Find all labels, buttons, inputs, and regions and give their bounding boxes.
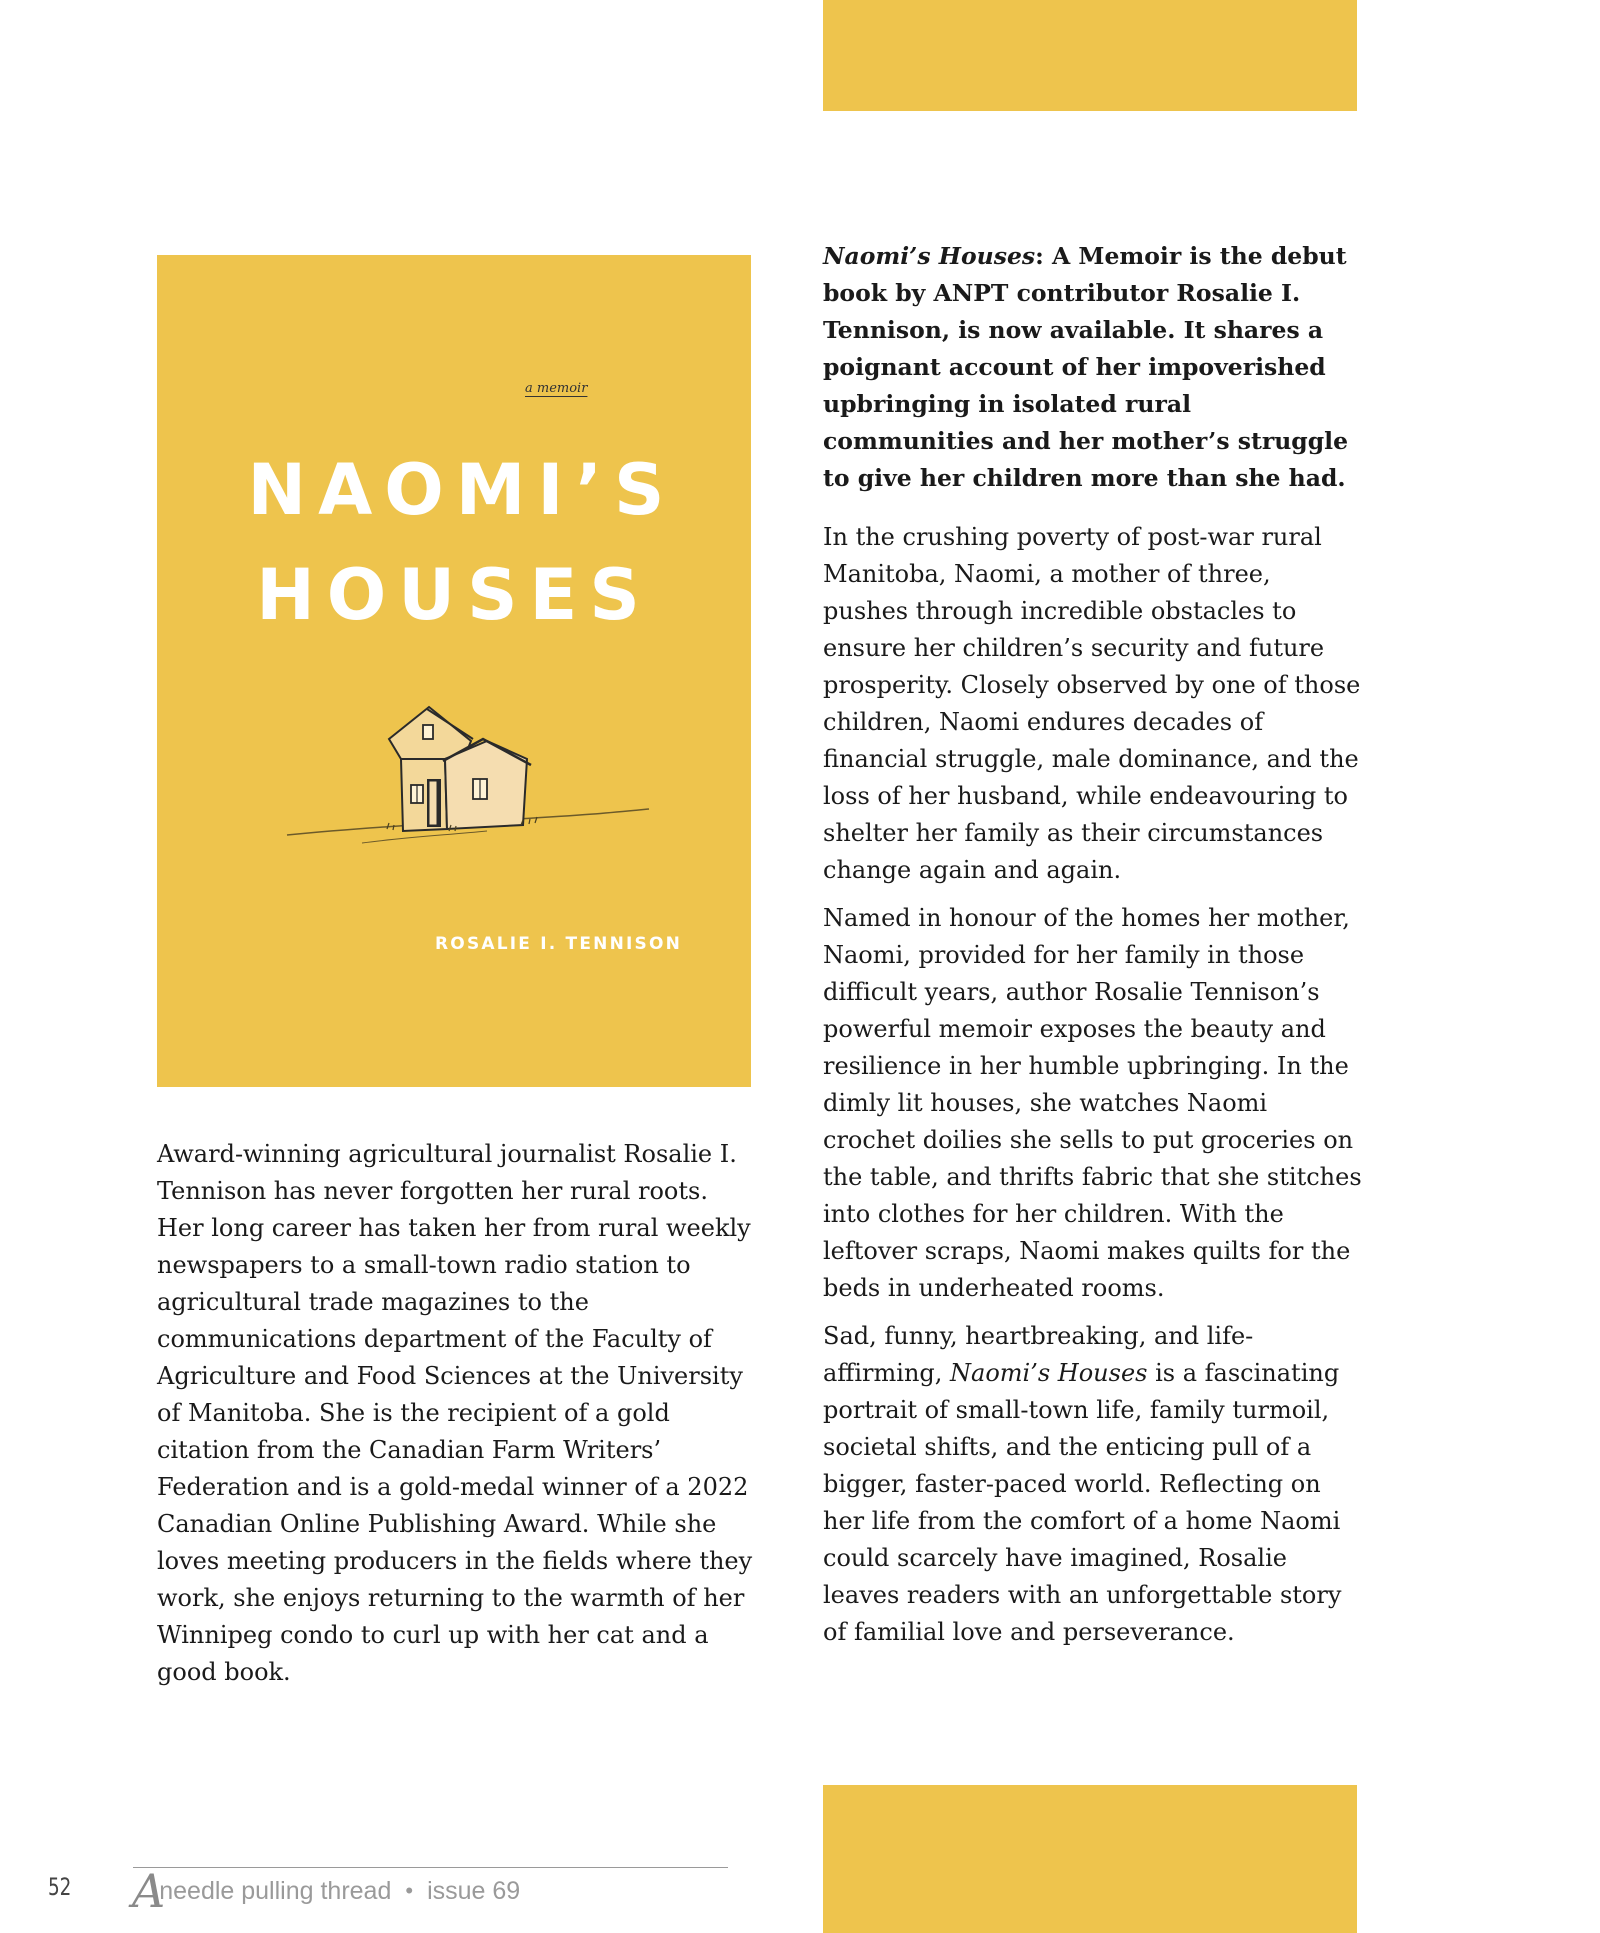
house-illustration <box>277 695 657 875</box>
p3-before: Sad, funny, heartbreaking, and life-affirming, <box>823 1322 1254 1387</box>
cover-title-line-2: HOUSES <box>256 554 652 636</box>
cover-title-line-1: NAOMI’S <box>247 449 677 531</box>
footer-brand <box>132 1866 520 1916</box>
cover-author: ROSALIE I. TENNISON <box>435 934 683 954</box>
body-paragraph-3 <box>823 1318 1363 1651</box>
p3-book-title: Naomi’s Houses <box>950 1359 1148 1387</box>
top-accent-bar <box>823 0 1357 111</box>
bottom-accent-bar <box>823 1785 1357 1933</box>
page-number: 52 <box>48 1873 72 1901</box>
brand-name: needle pulling thread <box>159 1876 392 1905</box>
lead-book-title: Naomi’s Houses <box>823 242 1036 270</box>
lead-paragraph <box>823 238 1363 497</box>
article-body <box>823 238 1363 1662</box>
lead-text: : A Memoir is the debut book by ANPT contributor Rosalie I. Tennison, is now available. It shares a poignant account of her impoverished upbringing in isolated rural communities and her mother’s struggle to give her children more than she had. <box>823 242 1349 492</box>
body-paragraph-1: In the crushing poverty of post-war rural Manitoba, Naomi, a mother of three, pushes through incredible obstacles to ensure her children’s security and future prosperity. Closely observed by one of those children, Naomi endures decades of financial struggle, male dominance, and the loss of her husband, while endeavouring to shelter her family as their circumstances change again and again. <box>823 523 1361 884</box>
body-paragraph-2: Named in honour of the homes her mother, Naomi, provided for her family in those difficult years, author Rosalie Tennison’s powerful memoir exposes the beauty and resilience in her humble upbringing. In the dimly lit houses, she watches Naomi crochet doilies she sells to put groceries on the table, and thrifts fabric that she stitches into clothes for her children. With the leftover scraps, Naomi makes quilts for the beds in underheated rooms. <box>823 904 1362 1302</box>
issue-label: issue 69 <box>427 1876 521 1905</box>
brand-logo-initial: A <box>132 1864 166 1918</box>
p3-after: is a fascinating portrait of small-town life, family turmoil, societal shifts, and the enticing pull of a bigger, faster-paced world. Reflecting on her life from the comfort of a home Naomi could scarcely have imagined, Rosalie leaves readers with an unforgettable story of familial love and perseverance. <box>823 1359 1342 1646</box>
book-cover-image <box>157 255 751 1087</box>
author-bio: Award-winning agricultural journalist Rosalie I. Tennison has never forgotten her rural roots. Her long career has taken her from rural weekly newspapers to a small-town radio station to agricultural trade magazines to the communications department of the Faculty of Agriculture and Food Sciences at the University of Manitoba. She is the recipient of a gold citation from the Canadian Farm Writers’ Federation and is a gold-medal winner of a 2022 Canadian Online Publishing Award. While she loves meeting producers in the fields where they work, she enjoys returning to the warmth of her Winnipeg condo to curl up with her cat and a good book. <box>157 1140 753 1686</box>
cover-subtitle: a memoir <box>525 381 588 396</box>
footer-separator: • <box>405 1878 414 1903</box>
